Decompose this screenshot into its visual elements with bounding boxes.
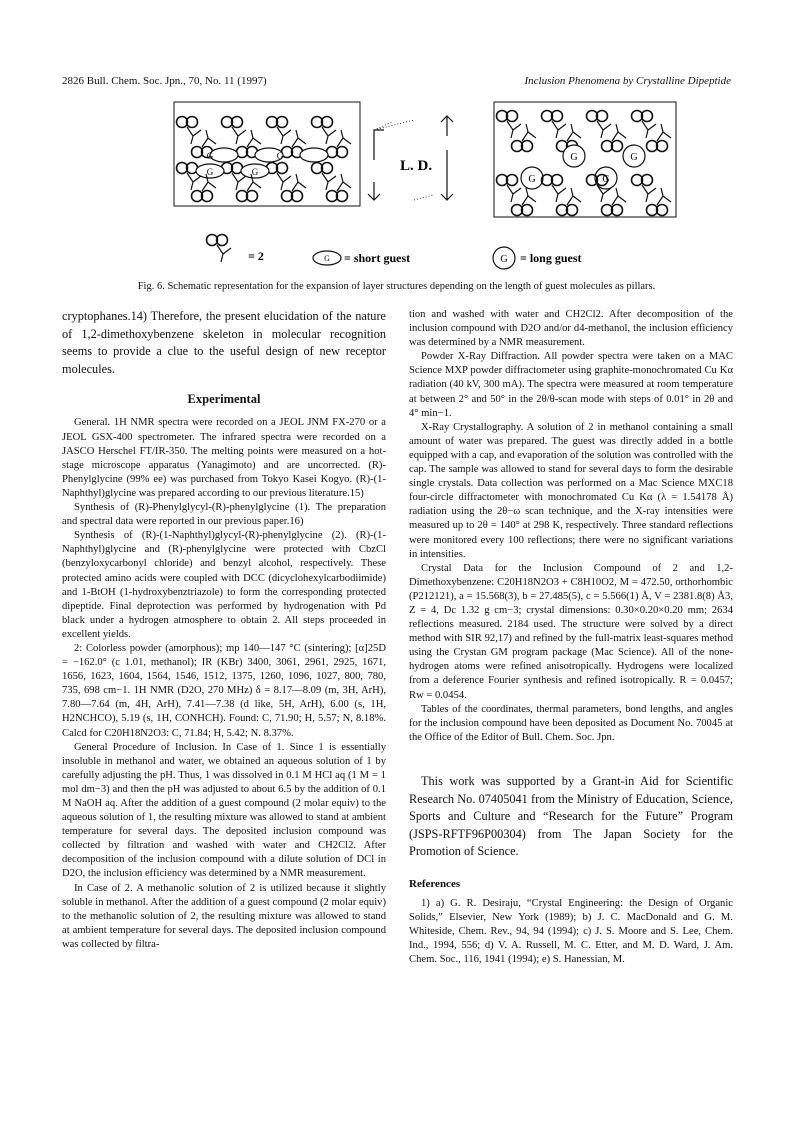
guest-label: G bbox=[630, 152, 638, 163]
legend-short-guest: = short guest bbox=[344, 251, 411, 265]
inclusion-case-2-paragraph: In Case of 2. A methanolic solution of 2 is utilized because it slightly soluble in methanol. After the addition of a guest compound (2 molar equiv) to the methanolic solution of 2, the resulting mixture was allowed to stand at ambient temperature for several days. The deposited inclusion compound was collected by filtra- bbox=[62, 882, 386, 950]
tables-deposit-paragraph: Tables of the coordinates, thermal parameters, bond lengths, and angles for the inclusion compound have been deposited as Document No. 70045 at the Office of the Editor of Bull. Chem. Soc. Jpn. bbox=[409, 703, 733, 743]
guest-label: G bbox=[528, 174, 536, 185]
acknowledgment-paragraph: This work was supported by a Grant-in Aid for Scientific Research No. 07405041 from the Ministry of Education, Science, Sports and Culture and “Research for the Future” Program (JSPS-RFTF96P00304) from The Japan Society for the Promotion of Science. bbox=[409, 773, 733, 859]
legend-long-guest: = long guest bbox=[520, 251, 582, 265]
powder-xrd-paragraph: Powder X-Ray Diffraction. All powder spectra were taken on a MAC Science MXP powder diffractometer using graphite-monochromated Cu Kα radiation (40 kV, 300 mA). The spectra were measured at room temperature at between 2° and 50° in the 2θ/θ-scan mode with steps of 0.01° in 2θ and 4° min−1. bbox=[409, 351, 733, 419]
xray-crystallography-paragraph: X-Ray Crystallography. A solution of 2 in methanol containing a small amount of water was prepared. The guest was directly added in a bottle equipped with a cap, and evaporation of the solution was controlled with the cap. The sample was allowed to stand for several days to form the desirable single crystals. Data collection was performed on a Mac Science MXC18 four-circle diffractometer with monochromated Cu Kα (λ = 1.54178 Å) radiation using the 2θ−ω scan technique, and the X-ray intensities were measured up to 2θ = 140° at 298 K, respectively. Three standard reflections were monitored every 100 reflections; there were no significant variations in intensities. bbox=[409, 421, 733, 560]
layer-schematic bbox=[62, 100, 731, 280]
guest-label: G bbox=[324, 254, 330, 263]
guest-label: G bbox=[602, 174, 610, 185]
guest-label: G bbox=[251, 167, 259, 177]
guest-label: G bbox=[500, 254, 508, 265]
header-title: Inclusion Phenomena by Crystalline Dipeptide bbox=[524, 75, 731, 87]
synthesis-1-paragraph: Synthesis of (R)-Phenylglycyl-(R)-phenylglycine (1). The preparation and spectral data were reported in our previous paper.16) bbox=[62, 502, 386, 528]
guest-label: G bbox=[570, 152, 578, 163]
guest-label: G bbox=[206, 151, 214, 161]
continued-paragraph: tion and washed with water and CH2Cl2. After decomposition of the inclusion compound with D2O and/or d4-methanol, the inclusion efficiency was determined by a NMR measurement. bbox=[409, 309, 733, 349]
figure-legend bbox=[207, 235, 582, 270]
compound-2-data-paragraph: 2: Colorless powder (amorphous); mp 140—147 °C (sintering); [α]25D = −162.0° (c 1.01, methanol); IR (KBr) 3400, 3061, 2961, 2925, 1671, 1656, 1623, 1604, 1564, 1546, 1512, 1375, 1260, 1096, 1027, 800, 780, 735, 698 cm−1. 1H NMR (D2O, 270 MHz) δ = 8.17—8.09 (m, 3H, ArH), 7.80—7.64 (m, 4H, ArH), 7.41—7.38 (d like, 5H, ArH), 6.00 (s, 1H, H2NCHCO), 5.19 (s, 1H, CONHCH). Found: C, 71.90; H, 5.57; N, 8.18%. Calcd for C20H18N2O3: C, 71.84; H, 5.42; N. 8.37%. bbox=[62, 642, 386, 739]
intro-paragraph: cryptophanes.14) Therefore, the present elucidation of the nature of 1,2-dimethoxybenzene skeleton in molecular recognition seems to provide a clue to the useful design of new receptor molecules. bbox=[62, 309, 386, 376]
legend-equals-2: = 2 bbox=[248, 249, 264, 263]
experimental-heading: Experimental bbox=[187, 392, 261, 407]
general-paragraph: General. 1H NMR spectra were recorded on a JEOL JNM FX-270 or a JEOL GSX-400 spectrometer. The infrared spectra were recorded on a JASCO Herschel FT/IR-350. The melting points were measured on a hot-stage microscope apparatus (Yanagimoto) and are uncorrected. (R)-Phenylglycine (99% ee) was purchased from Tokyo Kasei Kogyo. (R)-(1-Naphthyl)glycine was prepared according to our previous literature.15) bbox=[62, 417, 386, 499]
inclusion-case-1-paragraph: General Procedure of Inclusion. In Case of 1. Since 1 is essentially insoluble in methanol and water, we obtained an aqueous solution of 1 by carefully adjusting the pH. Thus, 1 was dissolved in 0.1 M HCl aq (1 M = 1 mol dm−3) and then the pH was adjusted to about 6.5 by the addition of 0.1 M NaOH aq. After the addition of a guest compound (2 molar equiv) to the aqueous solution of 1, the resulting mixture was allowed to stand at ambient temperature for several days. The deposited inclusion compound was collected by filtration and washed with water and CH2Cl2. After decomposition of the inclusion compound with a dilute solution of DCl in D2O, the inclusion efficiency was determined by a NMR measurement. bbox=[62, 741, 386, 880]
left-column bbox=[62, 308, 386, 952]
right-column bbox=[409, 308, 733, 967]
crystal-data-paragraph: Crystal Data for the Inclusion Compound of 2 and 1,2-Dimethoxybenzene: C20H18N2O3 + C8H10O2, M = 472.50, orthorhombic (P212121), a = 15.568(3), b = 27.485(5), c = 5.566(1) Å, V = 2381.8(8) Å3, Z = 4, Dc 1.32 g cm−3; crystal dimensions: 0.30×0.20×0.20 mm; 2634 reflections measured. 2184 used. The structure were solved by a direct method with SIR 92,17) and refined by the full-matrix least-squares method using the Crystan GM program package (Mac Science). All of the none-hydrogen atoms were refined anisotropically. Hydrogens were localized from a deference Fourier synthesis and refined isotropically. R = 0.0457; Rw = 0.0454. bbox=[409, 562, 733, 701]
running-header bbox=[62, 75, 731, 91]
figure-6 bbox=[62, 100, 731, 280]
references-heading: References bbox=[409, 877, 461, 890]
ld-label: L. D. bbox=[400, 158, 433, 174]
short-guest-layer-panel bbox=[174, 102, 360, 206]
figure-caption: Fig. 6. Schematic representation for the expansion of layer structures depending on the length of guest molecules as pillars. bbox=[137, 281, 656, 292]
synthesis-2-paragraph: Synthesis of (R)-(1-Naphthyl)glycyl-(R)-phenylglycine (2). (R)-(1-Naphthyl)glycine and (R)-phenylglycine were protected with CbzCl (benzyloxycarbonyl chloride) and benzyl alcohol, respectively. These protected amino acids were coupled with DCC (dicyclohexylcarbodiimide) and 1-BtOH (1-hydroxybenztriazole) to form the corresponding protected dipeptide. Final deprotection was performed by hydrogenation with Pd black under a hydrogen atmosphere to obtain 2. All steps proceeded in excellent yields. bbox=[62, 530, 386, 640]
long-guest-layer-panel bbox=[494, 102, 676, 217]
guest-label: G bbox=[276, 151, 284, 161]
layer-transformation-arrows bbox=[368, 116, 453, 200]
reference-1: 1) a) G. R. Desiraju, “Crystal Engineering: the Design of Organic Solids,” Elsevier, New York (1989); b) J. C. MacDonald and G. M. Whiteside, Chem. Rev., 94, 94 (1994); c) J. S. Moore and S. Lee, Chem. Ind., 1994, 556; d) V. A. Russell, M. C. Etter, and M. D. Ward, J. Am. Chem. Soc., 116, 1941 (1994); e) S. Hanessian, M. bbox=[409, 897, 733, 966]
guest-label: G bbox=[206, 167, 214, 177]
header-citation: 2826 Bull. Chem. Soc. Jpn., 70, No. 11 (1997) bbox=[62, 75, 267, 87]
